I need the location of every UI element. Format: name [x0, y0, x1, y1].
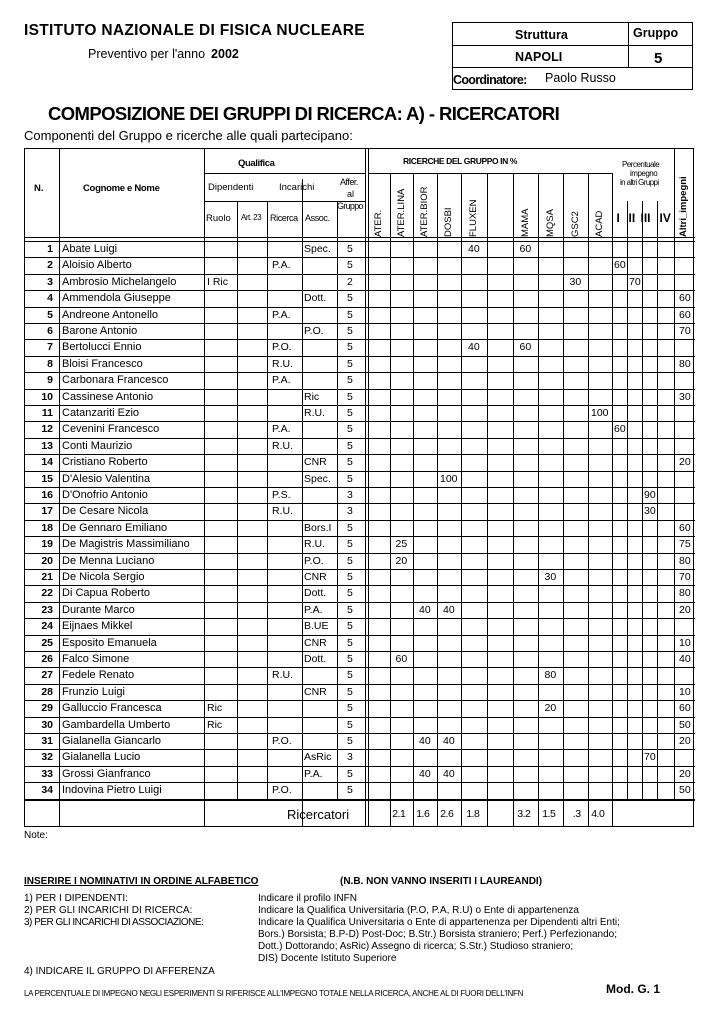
header-experiment-10: ACAD: [594, 210, 605, 237]
totals-value: 3.2: [517, 807, 531, 820]
row-afferenza: 5: [347, 259, 353, 272]
row-experiment-value: 25: [395, 538, 408, 551]
row-name: De Gennaro Emiliano: [62, 521, 168, 534]
header-number: N.: [34, 183, 44, 194]
row-afferenza: 5: [347, 456, 353, 469]
row-assoc: Spec.: [304, 472, 331, 485]
row-assoc: CNR: [304, 456, 327, 469]
totals-label: Ricercatori: [287, 806, 350, 822]
row-number: 25: [41, 636, 53, 649]
row-group-value: 70: [644, 751, 656, 764]
row-afferenza: 5: [347, 521, 353, 534]
header-experiment-4: DOSBI: [443, 207, 454, 237]
row-name: Gambardella Umberto: [62, 718, 171, 731]
row-number: 29: [41, 702, 53, 715]
row-ricerca: R.U.: [272, 439, 293, 452]
row-altri-impegni: 75: [679, 538, 691, 551]
row-number: 4: [47, 292, 53, 305]
row-number: 12: [41, 423, 53, 436]
instruction-4: 4) INDICARE IL GRUPPO DI AFFERENZA: [24, 966, 215, 977]
instruction-3-label: 3) PER GLI INCARICHI DI ASSOCIAZIONE:: [24, 917, 204, 928]
row-ricerca: P.A.: [272, 259, 291, 272]
row-number: 23: [41, 603, 53, 616]
header-percentuale-2: impegno: [630, 169, 658, 178]
row-number: 32: [41, 751, 53, 764]
instruction-3-text-3: Dott.) Dottorando; AsRic) Assegno di ricerca; S.Str.) Studioso straniero;: [258, 941, 574, 952]
row-experiment-value: 40: [443, 603, 455, 616]
row-experiment-value: 30: [544, 571, 557, 583]
preventivo-label: Preventivo per l'anno: [88, 47, 206, 61]
insert-instruction: INSERIRE I NOMINATIVI IN ORDINE ALFABETICO: [24, 876, 259, 887]
instruction-2-label: 2) PER GLI INCARICHI DI RICERCA:: [24, 905, 193, 916]
note-label: Note:: [24, 830, 48, 841]
row-number: 33: [41, 767, 53, 780]
row-ruolo: Ric: [207, 702, 223, 715]
totals-value: 2.1: [392, 807, 406, 820]
row-name: Bloisi Francesco: [62, 357, 143, 370]
page-subtitle: Componenti del Gruppo e ricerche alle quali partecipano:: [24, 128, 353, 143]
row-assoc: R.U.: [304, 538, 325, 551]
row-name: Cristiano Roberto: [62, 456, 148, 469]
instruction-3-text-2: Bors.) Borsista; B.P-D) Post-Doc; B.Str.) Borsista straniero; Perf.) Perfezionando;: [258, 929, 618, 940]
row-altri-impegni: 50: [679, 784, 691, 797]
row-group-value: 30: [644, 505, 656, 518]
row-name: Cassinese Antonio: [62, 390, 154, 403]
row-ricerca: R.U.: [272, 357, 293, 370]
row-assoc: AsRic: [304, 751, 332, 764]
row-experiment-value: 60: [519, 243, 532, 255]
row-name: Gialanella Lucio: [62, 751, 141, 764]
row-assoc: P.A.: [304, 603, 323, 616]
row-ricerca: P.A.: [272, 374, 291, 387]
row-altri-impegni: 20: [679, 767, 691, 780]
coordinatore-value: Paolo Russo: [545, 71, 616, 85]
row-name: Di Capua Roberto: [62, 587, 151, 600]
row-afferenza: 5: [347, 784, 353, 797]
header-ricerca: Ricerca: [270, 213, 298, 223]
row-ricerca: P.A.: [272, 423, 291, 436]
row-assoc: Dott.: [304, 587, 327, 600]
row-assoc: Dott.: [304, 292, 327, 305]
row-afferenza: 5: [347, 292, 353, 305]
row-number: 10: [41, 390, 53, 403]
row-experiment-value: 100: [440, 472, 458, 485]
header-affer-2: al: [347, 189, 355, 199]
row-ricerca: P.A.: [272, 308, 291, 321]
row-name: Galluccio Francesca: [62, 702, 162, 715]
institute-title: ISTITUTO NAZIONALE DI FISICA NUCLEARE: [24, 22, 365, 39]
row-assoc: P.A.: [304, 767, 323, 780]
header-incarichi: Incarichi: [279, 182, 315, 193]
header-experiment-1: ATER.: [373, 209, 384, 237]
row-afferenza: 5: [347, 390, 353, 403]
row-experiment-value: 20: [395, 554, 408, 567]
row-afferenza: 5: [347, 669, 353, 682]
header-experiment-7: MAMA: [519, 208, 531, 237]
totals-value: .3: [572, 807, 581, 820]
row-altri-impegni: 70: [679, 325, 691, 337]
row-number: 34: [41, 784, 53, 797]
header-group-IV: IV: [659, 211, 671, 225]
row-name: Eijnaes Mikkel: [62, 620, 133, 633]
row-number: 28: [41, 685, 53, 698]
struttura-value: NAPOLI: [515, 50, 563, 64]
row-altri-impegni: 20: [679, 735, 691, 747]
row-afferenza: 5: [347, 685, 353, 698]
row-group-value: 60: [614, 259, 626, 272]
row-number: 26: [41, 653, 53, 665]
instruction-3-text-4: DIS) Docente Istituto Superiore: [258, 953, 397, 964]
row-afferenza: 5: [347, 718, 353, 731]
row-name: Gialanella Giancarlo: [62, 735, 162, 747]
header-assoc: Assoc.: [305, 213, 330, 223]
row-afferenza: 5: [347, 702, 353, 715]
row-name: Ammendola Giuseppe: [62, 292, 171, 305]
row-experiment-value: 60: [519, 341, 532, 354]
year-value: 2002: [211, 47, 239, 61]
row-altri-impegni: 60: [679, 292, 691, 305]
header-percentuale-1: Percentuale: [622, 160, 660, 169]
row-name: D'Alesio Valentina: [62, 472, 151, 485]
row-name: Grossi Gianfranco: [62, 767, 151, 780]
row-altri-impegni: 50: [679, 718, 691, 731]
header-experiment-5: FLUXEN: [468, 199, 479, 237]
row-altri-impegni: 10: [679, 685, 691, 698]
header-experiment-3: ATER.BIOR: [419, 186, 430, 237]
row-experiment-value: 40: [443, 767, 455, 780]
header-art23: Art. 23: [241, 213, 262, 222]
row-name: Fedele Renato: [62, 669, 135, 682]
row-experiment-value: 40: [443, 735, 455, 747]
row-afferenza: 5: [347, 735, 353, 747]
row-number: 7: [47, 341, 53, 354]
row-altri-impegni: 70: [679, 571, 691, 583]
research-table: [24, 148, 694, 827]
row-experiment-value: 20: [544, 702, 557, 715]
row-afferenza: 5: [347, 357, 353, 370]
row-experiment-value: 30: [569, 275, 582, 288]
header-name: Cognome e Nome: [83, 183, 160, 194]
row-experiment-value: 40: [468, 341, 480, 354]
row-altri-impegni: 20: [679, 603, 691, 616]
row-number: 31: [41, 735, 53, 747]
row-altri-impegni: 60: [679, 308, 691, 321]
row-afferenza: 5: [347, 767, 353, 780]
row-name: De Cesare Nicola: [62, 505, 149, 518]
row-afferenza: 3: [347, 489, 353, 501]
row-afferenza: 5: [347, 407, 353, 419]
row-ruolo: I Ric: [207, 275, 228, 288]
row-assoc: CNR: [304, 636, 327, 649]
struttura-label: Struttura: [515, 28, 568, 42]
row-afferenza: 5: [347, 538, 353, 551]
row-number: 22: [41, 587, 53, 600]
gruppo-value: 5: [654, 50, 663, 67]
row-number: 16: [41, 489, 53, 501]
row-assoc: B.UE: [304, 620, 329, 633]
row-altri-impegni: 60: [679, 521, 691, 534]
row-ricerca: P.S.: [272, 489, 291, 501]
row-ricerca: R.U.: [272, 669, 293, 682]
totals-value: 2.6: [440, 807, 454, 820]
page-title: COMPOSIZIONE DEI GRUPPI DI RICERCA: A) - RICERCATORI: [48, 103, 560, 124]
instruction-2-text: Indicare la Qualifica Universitaria (P.O, P.A, R.U) o Ente di appartenenza: [258, 905, 579, 916]
row-name: Abate Luigi: [62, 243, 118, 255]
row-afferenza: 3: [347, 751, 353, 764]
row-number: 24: [41, 620, 53, 633]
header-group-III: III: [640, 211, 651, 225]
row-name: Cevenini Francesco: [62, 423, 160, 436]
row-experiment-value: 40: [419, 735, 431, 747]
row-name: Ambrosio Michelangelo: [62, 275, 177, 288]
row-number: 19: [41, 538, 53, 551]
row-number: 20: [41, 554, 53, 567]
row-name: D'Onofrio Antonio: [62, 489, 148, 501]
row-number: 11: [41, 407, 53, 419]
row-name: Esposito Emanuela: [62, 636, 157, 649]
row-name: De Magistris Massimiliano: [62, 538, 190, 551]
row-name: Bertolucci Ennio: [62, 341, 142, 354]
row-number: 18: [41, 521, 53, 534]
row-afferenza: 2: [347, 275, 353, 288]
nb-instruction: (N.B. NON VANNO INSERITI I LAUREANDI): [340, 876, 543, 887]
instruction-3-text-1: Indicare la Qualifica Universitaria o Ente di appartenenza per Dipendenti altri Enti;: [258, 917, 620, 928]
instruction-1-label: 1) PER I DIPENDENTI:: [24, 893, 128, 904]
row-number: 6: [47, 325, 53, 337]
row-number: 5: [47, 308, 53, 321]
instruction-1-text: Indicare il profilo INFN: [258, 893, 357, 904]
row-afferenza: 5: [347, 472, 353, 485]
row-number: 15: [41, 472, 53, 485]
bottom-note: LA PERCENTUALE DI IMPEGNO NEGLI ESPERIMENTI SI RIFERISCE ALL'IMPEGNO TOTALE NELLA RICERCA, ANCHE AL DI FUORI DELL'INFN: [24, 989, 524, 998]
row-assoc: Ric: [304, 390, 320, 403]
row-experiment-value: 40: [419, 767, 431, 780]
row-number: 14: [41, 456, 53, 469]
form-code: Mod. G. 1: [606, 982, 660, 996]
header-percentuale-3: in altri Gruppi: [620, 178, 659, 187]
row-group-value: 60: [614, 423, 626, 436]
year-line: [88, 47, 239, 61]
row-number: 9: [47, 374, 53, 387]
row-afferenza: 5: [347, 341, 353, 354]
row-altri-impegni: 10: [679, 636, 691, 649]
row-name: Conti Maurizio: [62, 439, 133, 452]
row-afferenza: 5: [347, 374, 353, 387]
row-assoc: Dott.: [304, 653, 327, 665]
row-name: Aloisio Alberto: [62, 259, 132, 272]
row-name: Falco Simone: [62, 653, 130, 665]
row-ruolo: Ric: [207, 718, 223, 731]
row-afferenza: 3: [347, 505, 353, 518]
row-name: Indovina Pietro Luigi: [62, 784, 162, 797]
header-ricerche: RICERCHE DEL GRUPPO IN %: [403, 156, 517, 166]
row-assoc: CNR: [304, 571, 327, 583]
row-afferenza: 5: [347, 308, 353, 321]
coordinatore-label: Coordinatore:: [453, 73, 527, 87]
row-name: Durante Marco: [62, 603, 135, 616]
row-number: 27: [41, 669, 53, 682]
row-experiment-value: 40: [419, 603, 431, 616]
totals-value: 1.6: [416, 807, 430, 820]
row-altri-impegni: 80: [679, 587, 691, 600]
row-name: Andreone Antonello: [62, 308, 159, 321]
row-altri-impegni: 60: [679, 702, 691, 715]
header-group-I: I: [616, 211, 620, 225]
gruppo-label: Gruppo: [633, 26, 679, 40]
row-assoc: Spec.: [304, 243, 331, 255]
row-altri-impegni: 80: [679, 357, 691, 370]
row-ricerca: P.O.: [272, 784, 292, 797]
row-experiment-value: 80: [544, 669, 557, 682]
row-number: 2: [47, 259, 53, 272]
row-ricerca: R.U.: [272, 505, 293, 518]
row-altri-impegni: 40: [679, 653, 691, 665]
row-ricerca: P.O.: [272, 341, 292, 354]
row-number: 21: [41, 571, 53, 583]
row-name: De Nicola Sergio: [62, 571, 145, 583]
row-group-value: 70: [629, 275, 641, 288]
row-afferenza: 5: [347, 243, 353, 255]
row-altri-impegni: 30: [679, 390, 691, 403]
row-number: 1: [47, 243, 53, 255]
row-afferenza: 5: [347, 620, 353, 633]
row-name: Frunzio Luigi: [62, 685, 125, 698]
row-number: 8: [47, 357, 53, 370]
row-assoc: P.O.: [304, 554, 324, 567]
row-afferenza: 5: [347, 636, 353, 649]
row-ricerca: P.O.: [272, 735, 292, 747]
header-qualifica: Qualifica: [238, 158, 275, 169]
row-afferenza: 5: [347, 653, 353, 665]
row-experiment-value: 100: [591, 407, 609, 419]
row-number: 30: [41, 718, 53, 731]
row-group-value: 90: [644, 489, 656, 501]
row-afferenza: 5: [347, 423, 353, 436]
row-afferenza: 5: [347, 325, 353, 337]
row-afferenza: 5: [347, 554, 353, 567]
row-number: 13: [41, 439, 53, 452]
struttura-box: [452, 22, 693, 90]
header-altri-impegni: Altri_impegni: [678, 176, 689, 237]
row-experiment-value: 60: [395, 653, 408, 665]
row-name: Catanzariti Ezio: [62, 407, 140, 419]
totals-value: 1.8: [466, 807, 480, 820]
row-experiment-value: 40: [468, 243, 480, 255]
row-afferenza: 5: [347, 571, 353, 583]
row-altri-impegni: 80: [679, 554, 691, 567]
row-altri-impegni: 20: [679, 456, 691, 469]
row-assoc: CNR: [304, 685, 327, 698]
row-name: Carbonara Francesco: [62, 374, 169, 387]
row-assoc: R.U.: [304, 407, 325, 419]
row-number: 3: [47, 275, 53, 288]
header-experiment-2: ATER.LINA: [395, 188, 407, 237]
row-afferenza: 5: [347, 587, 353, 600]
row-afferenza: 5: [347, 603, 353, 616]
row-number: 17: [41, 505, 53, 518]
header-dipendenti: Dipendenti: [208, 182, 254, 193]
row-afferenza: 5: [347, 439, 353, 452]
row-name: De Menna Luciano: [62, 554, 155, 567]
header-ruolo: Ruolo: [206, 213, 231, 224]
header-experiment-9: GSC2: [569, 211, 581, 237]
header-affer-3: Gruppo: [337, 201, 363, 211]
row-assoc: Bors.I: [304, 521, 332, 534]
totals-value: 1.5: [542, 807, 556, 820]
header-group-II: II: [628, 211, 636, 225]
row-assoc: P.O.: [304, 325, 324, 337]
totals-value: 4.0: [591, 807, 605, 820]
row-name: Barone Antonio: [62, 325, 138, 337]
header-affer-1: Affer.: [340, 177, 358, 187]
header-experiment-8: MQSA: [544, 209, 556, 237]
